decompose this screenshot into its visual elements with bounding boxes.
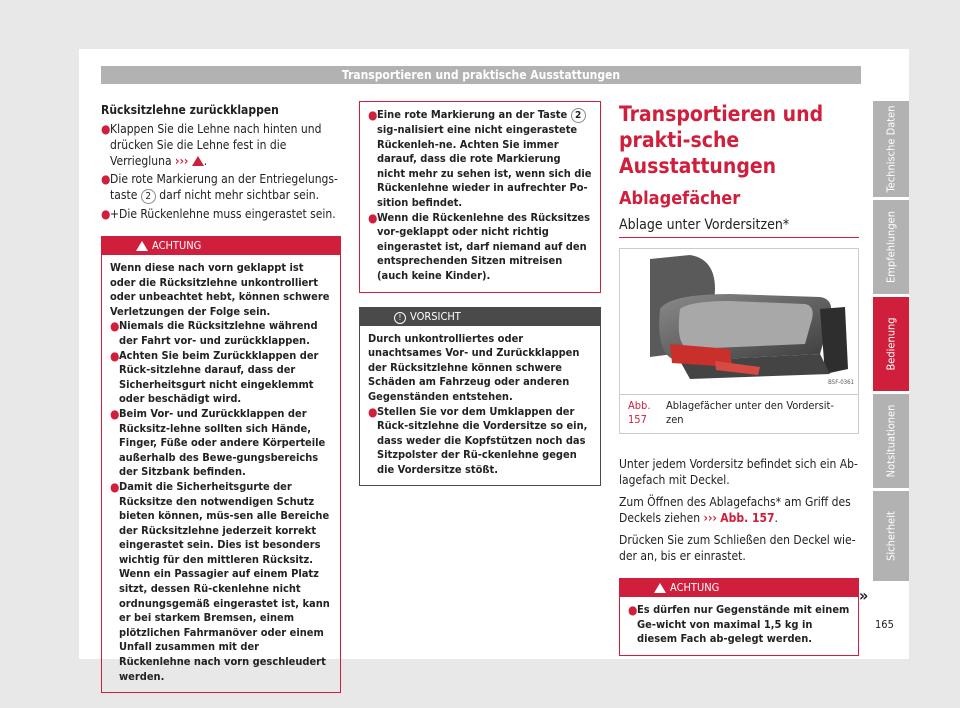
- tab-bedienung[interactable]: Bedienung: [873, 297, 909, 391]
- warning-icon: [136, 241, 148, 251]
- list-item: [368, 108, 592, 211]
- bullet-icon: ●: [110, 348, 120, 363]
- list-item: [368, 211, 592, 284]
- bullet-icon: ●: [368, 210, 378, 225]
- page-number: 165: [875, 618, 894, 631]
- caption-text: Ablagefächer unter den Vordersit-zen: [666, 399, 834, 426]
- list-item: [628, 603, 850, 647]
- manual-page: [79, 49, 909, 683]
- list-item-text: Achten Sie beim Zurückklappen der Rück-sitzlehne darauf, dass der Sicherheitsgurt nicht eingeklemmt oder beschädigt wird.: [119, 348, 319, 406]
- chapter-title: Transportieren und prakti-sche Ausstattungen: [619, 102, 824, 178]
- warning-header: [102, 237, 340, 255]
- warning-body: [360, 102, 600, 292]
- list-item: [110, 407, 332, 480]
- list-item: [368, 405, 592, 478]
- bullet-icon: ●: [101, 122, 111, 136]
- warning-intro: Wenn diese nach vorn geklappt ist oder die Rücksitzlehne unkontrolliert oder unbeachtet hebt, können schwere Verletzungen der Folge sein.: [110, 261, 330, 318]
- seat-illustration: [620, 249, 858, 394]
- list-item-text: darf nicht mehr sichtbar sein.: [159, 188, 320, 202]
- caution-box: [359, 307, 601, 487]
- section-title: Ablage unter Vordersitzen*: [619, 215, 859, 238]
- callout-number: 2: [141, 189, 156, 204]
- info-circle-icon: !: [394, 312, 406, 324]
- punctuation: .: [203, 154, 208, 168]
- list-item-text: Es dürfen nur Gegenstände mit einem Ge-wicht von maximal 1,5 kg in diesem Fach ab-gelegt werden.: [637, 603, 850, 646]
- seat-figure: [619, 248, 859, 395]
- warning-title: ACHTUNG: [152, 239, 202, 252]
- list-item-text: Wenn die Rückenlehne des Rücksitzes vor-geklappt oder nicht richtig eingerastet ist, darf niemand auf den entsprechenden Sitzen mitreisen (auch keine Kinder).: [377, 210, 590, 282]
- figure-reference-link[interactable]: Abb. 157: [720, 511, 775, 525]
- bullet-icon: ●: [110, 319, 120, 334]
- tab-technische-daten[interactable]: Technische Daten: [873, 101, 909, 197]
- list-item-text: Beim Vor- und Zurückklappen der Rücksitz-lehne sollten sich Hände, Finger, Füße oder andere Körperteile außerhalb des Bewe-gungsbereichs der Sitzbank befinden.: [119, 406, 326, 479]
- list-item: [110, 349, 332, 407]
- paragraph: Unter jedem Vordersitz befindet sich ein Ab-lagefach mit Deckel.: [619, 457, 858, 487]
- warning-body: [620, 597, 858, 655]
- list-item: [110, 480, 332, 684]
- subchapter-title: Ablagefächer: [619, 188, 741, 209]
- warning-icon: [654, 583, 666, 593]
- caution-title: VORSICHT: [410, 309, 461, 323]
- figure-code: B5F-0361: [828, 379, 854, 386]
- warning-box-continued: [359, 101, 601, 293]
- bullet-icon: ●: [628, 603, 638, 617]
- callout-number: 2: [571, 108, 586, 123]
- section-heading: Rücksitzlehne zurückklappen: [101, 103, 279, 117]
- paragraph: Zum Öffnen des Ablagefachs* am Griff des Deckels ziehen ››› Abb. 157.: [619, 495, 851, 525]
- warning-header: [620, 579, 858, 597]
- list-item-text: Eine rote Markierung an der Taste: [377, 108, 568, 121]
- list-item: [101, 206, 341, 222]
- paragraph: Drücken Sie zum Schließen den Deckel wie-der an, bis er einrastet.: [619, 533, 856, 563]
- list-item: [101, 171, 341, 204]
- tab-empfehlungen[interactable]: Empfehlungen: [873, 200, 909, 294]
- page-header: Transportieren und praktische Ausstattungen: [101, 66, 861, 84]
- caution-body: [360, 326, 600, 486]
- bullet-icon: ●: [101, 172, 111, 186]
- column-left: [101, 102, 341, 693]
- bullet-icon: ●: [110, 406, 120, 421]
- list-item-text: sig-nalisiert eine nicht eingerastete Rückenleh-ne. Achten Sie immer darauf, dass die rote Markierung nicht mehr zu sehen ist, wenn sich die Rückenlehne wieder in aufrechter Po-sition befindet.: [377, 123, 592, 209]
- tab-notsituationen[interactable]: Notsituationen: [873, 394, 909, 488]
- list-item-text: Damit die Sicherheitsgurte der Rücksitze den notwendigen Schutz bieten können, müs-sen alle Bereiche der Rücksitzlehne jederzeit korrekt eingerastet sein. Dies ist besonders wichtig für den mittleren Rücksitz. Wenn ein Passagier auf einem Platz sitzt, dessen Rü-ckenlehne nicht ordnungsgemäß eingerastet ist, kann er bei starkem Bremsen, einem plötzlichen Fahrmanöver oder einem Unfall zusammen mit der Rückenlehne nach vorn geschleudert werden.: [119, 479, 330, 683]
- caution-header: [360, 308, 600, 326]
- list-item-text: Die rote Markierung an der Entriegelungs-taste: [110, 172, 338, 202]
- list-item-text: Stellen Sie vor dem Umklappen der Rück-sitzlehne die Vordersitze so ein, dass weder die Kopfstützen noch das Sitzpolster der Rü-ckenlehne gegen die Vordersitze stößt.: [377, 404, 588, 476]
- caution-intro: Durch unkontrolliertes oder unachtsames Vor- und Zurückklappen der Rücksitzlehne können schwere Schäden am Fahrzeug oder anderen Gegenständen entstehen.: [368, 331, 580, 403]
- warning-body: [102, 255, 340, 692]
- continue-arrow-icon: »: [859, 586, 869, 605]
- bullet-icon: ●: [368, 404, 378, 419]
- reference-arrow: ›››: [703, 511, 717, 525]
- warning-title: ACHTUNG: [670, 581, 720, 594]
- list-item: [110, 319, 332, 348]
- warning-icon: [192, 156, 204, 166]
- bullet-icon: ●: [368, 108, 378, 122]
- list-item-text: Niemals die Rücksitzlehne während der Fahrt vor- und zurückklappen.: [119, 319, 318, 347]
- bullet-icon: ●: [110, 479, 120, 494]
- list-item: [101, 121, 341, 169]
- column-right: [619, 101, 859, 656]
- warning-box: [101, 236, 341, 693]
- figure-number: Abb. 157: [628, 399, 651, 426]
- reference-arrow: ›››: [175, 154, 189, 168]
- tab-sicherheit[interactable]: Sicherheit: [873, 491, 909, 581]
- column-middle: [359, 101, 601, 486]
- list-item-text: +Die Rückenlehne muss eingerastet sein.: [110, 207, 336, 221]
- warning-box: [619, 578, 859, 656]
- list-item-text: Klappen Sie die Lehne nach hinten und drücken Sie die Lehne fest in die Verriegluna: [110, 122, 322, 168]
- bullet-icon: ●: [101, 207, 111, 221]
- figure-caption: [619, 395, 859, 434]
